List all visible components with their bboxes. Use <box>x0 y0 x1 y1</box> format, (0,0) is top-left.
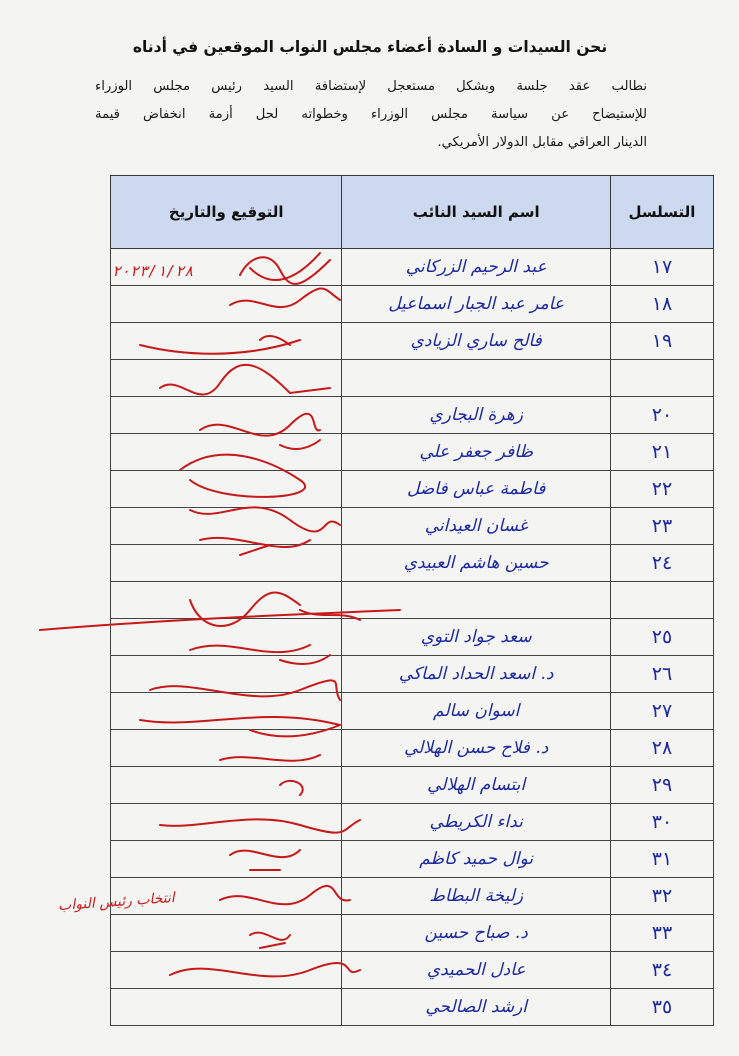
row-signature-cell <box>111 656 342 693</box>
table-row <box>111 730 714 767</box>
table-row <box>111 508 714 545</box>
paragraph-line: نطالب عقد جلسة وبشكل مستعجل لإستضافة السيد رئيس مجلس الوزراء <box>95 79 647 94</box>
table-row <box>111 878 714 915</box>
document-title: نحن السيدات و السادة أعضاء مجلس النواب الموقعين في أدناه <box>132 38 608 56</box>
row-member-name: نوال حميد كاظم <box>342 841 610 878</box>
table-row <box>111 841 714 878</box>
table-row <box>111 249 714 286</box>
row-sequence: ٢٦ <box>610 656 713 693</box>
row-signature-cell <box>111 767 342 804</box>
row-member-name: ارشد الصالحي <box>342 989 610 1026</box>
row-signature-cell <box>111 471 342 508</box>
row-sequence: ٢٨ <box>610 730 713 767</box>
row-sequence <box>610 582 713 619</box>
row-signature-cell <box>111 545 342 582</box>
table-body <box>111 249 714 1026</box>
table-row <box>111 619 714 656</box>
row-sequence: ٢٣ <box>610 508 713 545</box>
header-name: اسم السيد النائب <box>342 176 610 249</box>
table-row <box>111 915 714 952</box>
row-signature-cell <box>111 693 342 730</box>
table-row <box>111 323 714 360</box>
table-row <box>111 545 714 582</box>
row-sequence: ١٧ <box>610 249 713 286</box>
table-header-row <box>111 176 714 249</box>
row-signature-cell <box>111 286 342 323</box>
table-row <box>111 434 714 471</box>
row-signature-cell <box>111 952 342 989</box>
row-sequence: ١٩ <box>610 323 713 360</box>
row-sequence: ٢١ <box>610 434 713 471</box>
row-member-name: ابتسام الهلالي <box>342 767 610 804</box>
paragraph-line: الدينار العراقي مقابل الدولار الأمريكي. <box>437 135 647 150</box>
row-signature-cell <box>111 360 342 397</box>
row-signature-cell <box>111 508 342 545</box>
row-member-name: د. فلاح حسن الهلالي <box>342 730 610 767</box>
row-sequence: ٣٢ <box>610 878 713 915</box>
row-sequence: ٢٥ <box>610 619 713 656</box>
row-member-name: غسان العيداني <box>342 508 610 545</box>
row-signature-cell <box>111 582 342 619</box>
row-sequence: ٢٤ <box>610 545 713 582</box>
row-sequence: ٢٧ <box>610 693 713 730</box>
handwritten-date: ٢٠٢٣/١/٢٨ <box>112 262 194 280</box>
row-member-name <box>342 582 610 619</box>
row-member-name: حسين هاشم العبيدي <box>342 545 610 582</box>
table-row <box>111 656 714 693</box>
row-signature-cell <box>111 989 342 1026</box>
request-paragraph <box>95 73 647 157</box>
table-row <box>111 471 714 508</box>
row-signature-cell <box>111 730 342 767</box>
table-row <box>111 286 714 323</box>
row-signature-cell <box>111 323 342 360</box>
row-member-name: اسوان سالم <box>342 693 610 730</box>
row-sequence: ٢٢ <box>610 471 713 508</box>
table-row <box>111 952 714 989</box>
row-signature-cell <box>111 619 342 656</box>
table-row <box>111 767 714 804</box>
row-signature-cell <box>111 841 342 878</box>
row-member-name: فاطمة عباس فاضل <box>342 471 610 508</box>
row-member-name: عبد الرحيم الزركاني <box>342 249 610 286</box>
handwritten-margin-note: انتخاب رئيس النواب <box>57 889 176 915</box>
table-row <box>111 693 714 730</box>
row-member-name: زهرة البجاري <box>342 397 610 434</box>
row-sequence: ٣٣ <box>610 915 713 952</box>
row-member-name: نداء الكريطي <box>342 804 610 841</box>
row-sequence: ٣٤ <box>610 952 713 989</box>
header-sequence: التسلسل <box>610 176 713 249</box>
row-member-name <box>342 360 610 397</box>
row-signature-cell <box>111 397 342 434</box>
table-row <box>111 397 714 434</box>
row-member-name: عامر عبد الجبار اسماعيل <box>342 286 610 323</box>
row-signature-cell <box>111 915 342 952</box>
header-signature: التوقيع والتاريخ <box>111 176 342 249</box>
row-sequence: ٣١ <box>610 841 713 878</box>
table-row <box>111 360 714 397</box>
row-member-name: زليخة البطاط <box>342 878 610 915</box>
row-member-name: عادل الحميدي <box>342 952 610 989</box>
row-signature-cell <box>111 804 342 841</box>
row-signature-cell <box>111 434 342 471</box>
row-member-name: ظافر جعفر علي <box>342 434 610 471</box>
row-sequence <box>610 360 713 397</box>
row-sequence: ٢٩ <box>610 767 713 804</box>
row-member-name: فالح ساري الزيادي <box>342 323 610 360</box>
row-sequence: ٣٥ <box>610 989 713 1026</box>
row-member-name: د. اسعد الحداد الماكي <box>342 656 610 693</box>
table-row <box>111 989 714 1026</box>
signatures-table <box>110 175 714 1026</box>
row-member-name: د. صباح حسين <box>342 915 610 952</box>
paragraph-line: للإستيضاح عن سياسة مجلس الوزراء وخطواته لحل أزمة انخفاض قيمة <box>95 107 647 122</box>
table-row <box>111 582 714 619</box>
row-sequence: ٣٠ <box>610 804 713 841</box>
row-sequence: ٢٠ <box>610 397 713 434</box>
row-member-name: سعد جواد التوي <box>342 619 610 656</box>
table-row <box>111 804 714 841</box>
row-sequence: ١٨ <box>610 286 713 323</box>
